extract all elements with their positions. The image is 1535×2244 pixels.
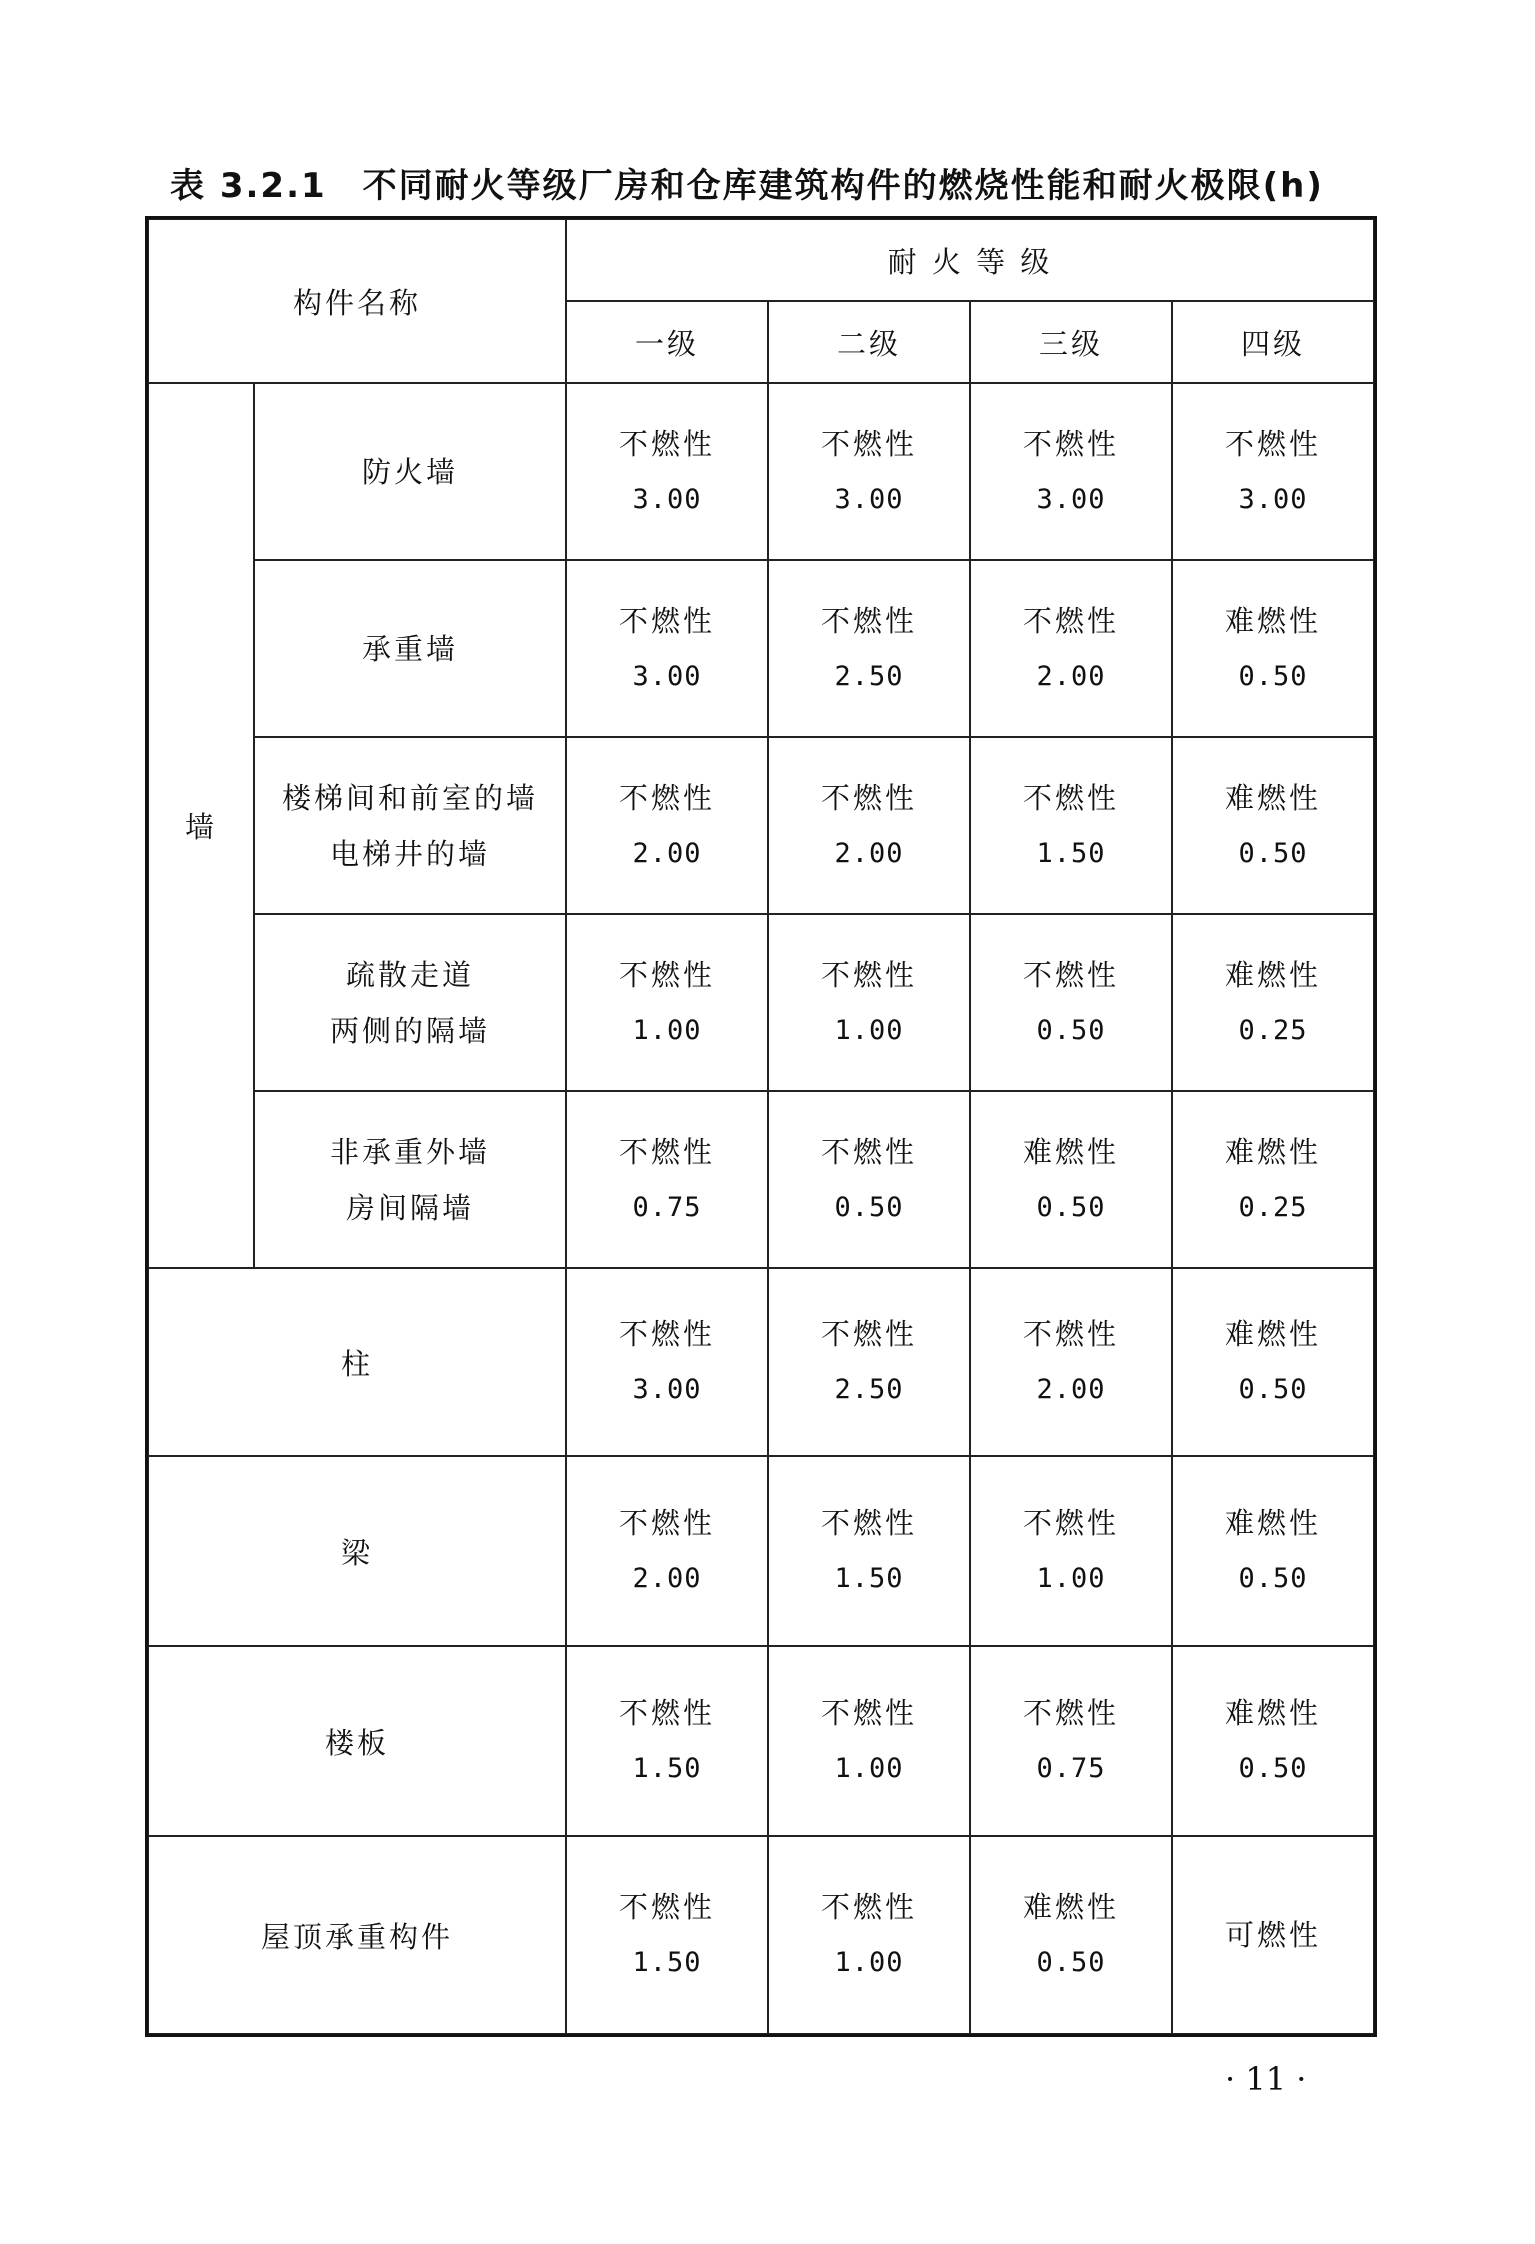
combustibility-text: 不燃性: [618, 1506, 715, 1540]
header-level: 四级: [1172, 301, 1374, 383]
component-name: 屋顶承重构件: [148, 1836, 566, 2034]
combustibility-text: 可燃性: [1224, 1918, 1321, 1952]
table-caption: [170, 158, 1370, 207]
table-row: [148, 1268, 1374, 1456]
fire-limit-value: 2.50: [834, 660, 904, 692]
combustibility-text: 不燃性: [1022, 957, 1119, 992]
combustibility-text: 不燃性: [1224, 426, 1321, 461]
combustibility-text: 不燃性: [1022, 1696, 1119, 1730]
component-name-line: 电梯井的墙: [329, 836, 490, 871]
fire-limit-value: 1.00: [1036, 1563, 1106, 1594]
header-row: [148, 219, 1374, 301]
fire-limit-value: 2.00: [1036, 660, 1106, 692]
rating-cell: [566, 1456, 768, 1646]
table-row: [148, 737, 1374, 914]
rating-cell: [1172, 737, 1374, 914]
fire-limit-value: 1.50: [632, 1753, 702, 1784]
combustibility-text: 不燃性: [820, 780, 917, 815]
rating-cell: [970, 1268, 1172, 1456]
component-name: [254, 914, 566, 1091]
combustibility-text: 不燃性: [820, 1506, 917, 1540]
fire-limit-value: 3.00: [834, 483, 904, 515]
table-row: [148, 914, 1374, 1091]
combustibility-text: 不燃性: [618, 957, 715, 992]
fire-limit-value: 1.50: [632, 1947, 702, 1978]
rating-cell: [566, 914, 768, 1091]
fire-limit-value: 1.00: [834, 1014, 904, 1046]
component-name: 柱: [148, 1268, 566, 1456]
table-row: [148, 1456, 1374, 1646]
combustibility-text: 不燃性: [618, 603, 715, 638]
fire-limit-value: 0.50: [1238, 1374, 1308, 1405]
header-fire-rating: 耐 火 等 级: [566, 219, 1374, 301]
table-row: [148, 1836, 1374, 2034]
combustibility-text: 不燃性: [1022, 1317, 1119, 1351]
combustibility-text: 不燃性: [618, 1696, 715, 1730]
header-level: 二级: [768, 301, 970, 383]
fire-limit-value: 0.50: [1238, 837, 1308, 869]
rating-cell: [1172, 560, 1374, 737]
fire-limit-value: 1.00: [834, 1947, 904, 1978]
combustibility-text: 不燃性: [820, 1134, 917, 1169]
combustibility-text: 不燃性: [618, 1317, 715, 1351]
fire-limit-value: 0.50: [1036, 1191, 1106, 1223]
rating-cell: [768, 1091, 970, 1268]
fire-limit-value: 1.00: [632, 1014, 702, 1046]
rating-cell: [970, 1091, 1172, 1268]
fire-limit-value: 0.75: [632, 1191, 702, 1223]
component-name-line: 两侧的隔墙: [329, 1013, 490, 1048]
rating-cell: [1172, 1456, 1374, 1646]
rating-cell: [970, 560, 1172, 737]
fire-limit-value: 0.50: [1238, 1753, 1308, 1784]
rating-cell: [768, 1836, 970, 2034]
rating-cell: [1172, 914, 1374, 1091]
fire-limit-value: 0.25: [1238, 1014, 1308, 1046]
rating-cell: [1172, 1646, 1374, 1836]
fire-limit-value: 1.50: [1036, 837, 1106, 869]
component-name-line: 非承重外墙: [329, 1134, 490, 1169]
rating-cell: [1172, 1268, 1374, 1456]
rating-cell: [768, 383, 970, 560]
component-name: [254, 737, 566, 914]
combustibility-text: 不燃性: [1022, 1506, 1119, 1540]
fire-limit-value: 2.50: [834, 1374, 904, 1405]
rating-cell: [768, 1456, 970, 1646]
fire-limit-value: 3.00: [1036, 483, 1106, 515]
component-name: [254, 560, 566, 737]
combustibility-text: 难燃性: [1224, 1506, 1321, 1540]
combustibility-text: 难燃性: [1022, 1890, 1119, 1924]
rating-cell: [768, 560, 970, 737]
fire-limit-value: 3.00: [632, 1374, 702, 1405]
rating-cell: [970, 737, 1172, 914]
rating-cell: [1172, 383, 1374, 560]
component-name-line: 房间隔墙: [345, 1190, 474, 1225]
table-number: 表 3.2.1: [170, 166, 327, 206]
combustibility-text: 不燃性: [820, 1890, 917, 1924]
rating-cell: [970, 914, 1172, 1091]
rating-cell: [1172, 1836, 1374, 2034]
fire-limit-value: 0.50: [1238, 1563, 1308, 1594]
fire-limit-value: 3.00: [1238, 483, 1308, 515]
combustibility-text: 难燃性: [1224, 603, 1321, 638]
component-name-line: 楼梯间和前室的墙: [281, 780, 538, 815]
combustibility-text: 不燃性: [618, 426, 715, 461]
fire-limit-value: 2.00: [632, 837, 702, 869]
rating-cell: [768, 1268, 970, 1456]
fire-limit-value: 3.00: [632, 483, 702, 515]
rating-cell: [970, 1456, 1172, 1646]
fire-limit-value: 0.75: [1036, 1753, 1106, 1784]
combustibility-text: 难燃性: [1224, 1134, 1321, 1169]
fire-resistance-table: [147, 218, 1375, 2035]
combustibility-text: 难燃性: [1224, 780, 1321, 815]
fire-limit-value: 1.50: [834, 1563, 904, 1594]
rating-cell: [566, 1268, 768, 1456]
rating-cell: [566, 1646, 768, 1836]
combustibility-text: 不燃性: [820, 1317, 917, 1351]
component-name: [254, 383, 566, 560]
rating-cell: [566, 1091, 768, 1268]
fire-limit-value: 0.50: [1036, 1947, 1106, 1978]
combustibility-text: 不燃性: [1022, 780, 1119, 815]
component-name: 楼板: [148, 1646, 566, 1836]
component-name-line: 防火墙: [361, 454, 458, 489]
combustibility-text: 难燃性: [1224, 1696, 1321, 1730]
table-row: [148, 1646, 1374, 1836]
combustibility-text: 不燃性: [820, 1696, 917, 1730]
component-name: 梁: [148, 1456, 566, 1646]
table-row: [148, 383, 1374, 560]
component-name-line: 承重墙: [361, 631, 458, 666]
fire-limit-value: 0.50: [1036, 1014, 1106, 1046]
fire-limit-value: 2.00: [632, 1563, 702, 1594]
combustibility-text: 难燃性: [1224, 957, 1321, 992]
combustibility-text: 不燃性: [1022, 603, 1119, 638]
header-component-name: 构件名称: [148, 219, 566, 383]
fire-limit-value: 1.00: [834, 1753, 904, 1784]
combustibility-text: 不燃性: [1022, 426, 1119, 461]
fire-limit-value: 3.00: [632, 660, 702, 692]
rating-cell: [970, 1836, 1172, 2034]
combustibility-text: 不燃性: [820, 603, 917, 638]
combustibility-text: 不燃性: [618, 780, 715, 815]
combustibility-text: 不燃性: [820, 957, 917, 992]
rating-cell: [768, 914, 970, 1091]
rating-cell: [566, 737, 768, 914]
rating-cell: [768, 1646, 970, 1836]
table-row: [148, 560, 1374, 737]
fire-limit-value: 0.50: [1238, 660, 1308, 692]
table-title: 不同耐火等级厂房和仓库建筑构件的燃烧性能和耐火极限(h): [362, 166, 1324, 206]
rating-cell: [566, 1836, 768, 2034]
combustibility-text: 不燃性: [618, 1890, 715, 1924]
fire-limit-value: 2.00: [1036, 1374, 1106, 1405]
table-row: [148, 1091, 1374, 1268]
component-name: [254, 1091, 566, 1268]
wall-group-label: 墙: [148, 383, 254, 1268]
combustibility-text: 难燃性: [1224, 1317, 1321, 1351]
rating-cell: [970, 383, 1172, 560]
rating-cell: [1172, 1091, 1374, 1268]
component-name-line: 疏散走道: [345, 957, 474, 992]
rating-cell: [566, 383, 768, 560]
combustibility-text: 不燃性: [618, 1134, 715, 1169]
combustibility-text: 不燃性: [820, 426, 917, 461]
header-level: 一级: [566, 301, 768, 383]
fire-limit-value: 0.50: [834, 1191, 904, 1223]
combustibility-text: 难燃性: [1022, 1134, 1119, 1169]
fire-limit-value: 0.25: [1238, 1191, 1308, 1223]
page-number: · 11 ·: [1225, 2060, 1307, 2098]
rating-cell: [768, 737, 970, 914]
fire-limit-value: 2.00: [834, 837, 904, 869]
rating-cell: [970, 1646, 1172, 1836]
rating-cell: [566, 560, 768, 737]
header-level: 三级: [970, 301, 1172, 383]
